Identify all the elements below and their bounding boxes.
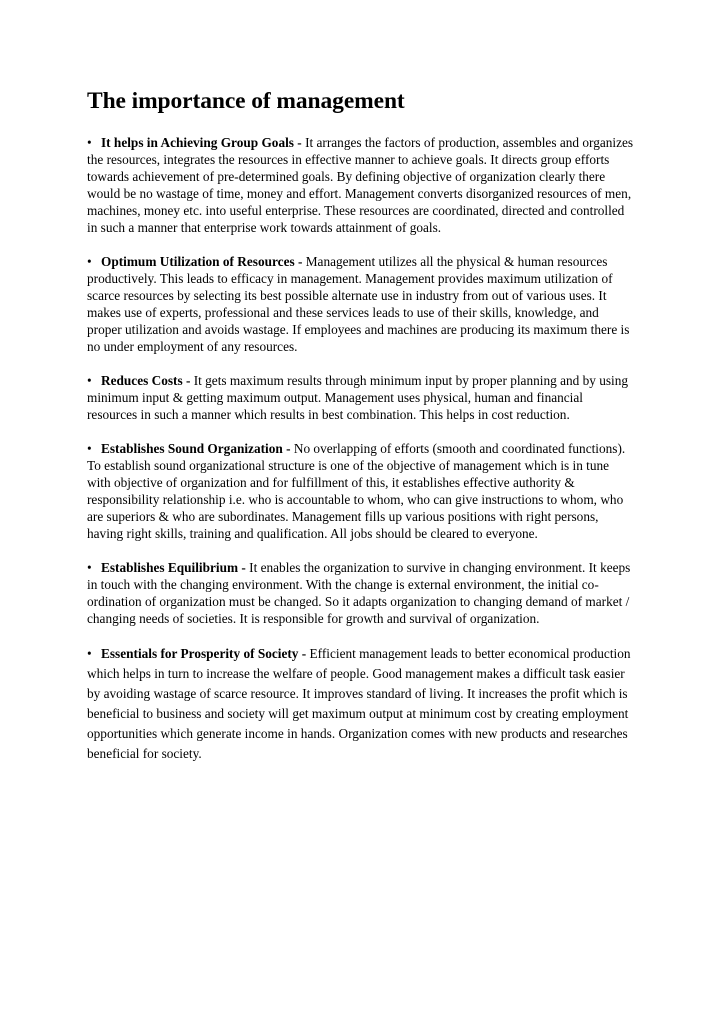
bullet-icon: • [87,560,92,575]
section-optimum-utilization [87,253,635,355]
section-reduces-costs [87,372,635,423]
bullet-icon: • [87,254,92,269]
section-heading: Establishes Sound Organization - [101,441,294,456]
bullet-icon: • [87,441,92,456]
section-heading: Reduces Costs - [101,373,194,388]
section-sound-organization [87,440,635,542]
section-body: It enables the organization to survive in changing environment. It keeps in touch with the changing environment. With the change is external environment, the initial co-ordination of organization must be changed. So it adapts organization to changing demand of market / changing needs of societies. It is responsible for growth and survival of organization. [87,560,631,626]
section-body: Management utilizes all the physical & human resources productively. This leads to efficacy in management. Management provides maximum utilization of scarce resources by selecting its best possible alternate use in industry from out of various uses. It makes use of experts, professional and these services leads to use of their skills, knowledge, and proper utilization and avoids wastage. If employees and machines are producing its maximum there is no under employment of any resources. [87,254,630,354]
bullet-icon: • [87,646,92,661]
document-title: The importance of management [87,88,405,114]
section-body: No overlapping of efforts (smooth and coordinated functions). To establish sound organizational structure is one of the objective of management which is in tune with objective of organization and for fulfillment of this, it establishes effective authority & responsibility relationship i.e. who is accountable to whom, who can give instructions to whom, who are superiors & who are subordinates. Management fills up various positions with right persons, having right skills, training and qualification. All jobs should be cleared to everyone. [87,441,626,541]
section-achieving-group-goals [87,134,635,236]
section-heading: Optimum Utilization of Resources - [101,254,306,269]
document-page [87,86,635,781]
bullet-icon: • [87,135,92,150]
section-body: Efficient management leads to better economical production which helps in turn to increase the welfare of people. Good management makes a difficult task easier by avoiding wastage of scarce resource. It improves standard of living. It increases the profit which is beneficial to business and society will get maximum output at minimum cost by creating employment opportunities which generate income in hands. Organization comes with new products and researches beneficial for society. [87,646,631,761]
section-prosperity-of-society [87,644,635,764]
section-equilibrium [87,559,635,627]
section-body: It arranges the factors of production, assembles and organizes the resources, integrates the resources in effective manner to achieve goals. It directs group efforts towards achievement of pre-determined goals. By defining objective of organization clearly there would be no wastage of time, money and effort. Management converts disorganized resources of men, machines, money etc. into useful enterprise. These resources are coordinated, directed and controlled in such a manner that enterprise work towards attainment of goals. [87,135,634,235]
section-heading: Essentials for Prosperity of Society - [101,646,310,661]
bullet-icon: • [87,373,92,388]
section-heading: Establishes Equilibrium - [101,560,250,575]
section-body: It gets maximum results through minimum input by proper planning and by using minimum input & getting maximum output. Management uses physical, human and financial resources in such a manner which results in best combination. This helps in cost reduction. [87,373,629,422]
section-heading: It helps in Achieving Group Goals - [101,135,306,150]
